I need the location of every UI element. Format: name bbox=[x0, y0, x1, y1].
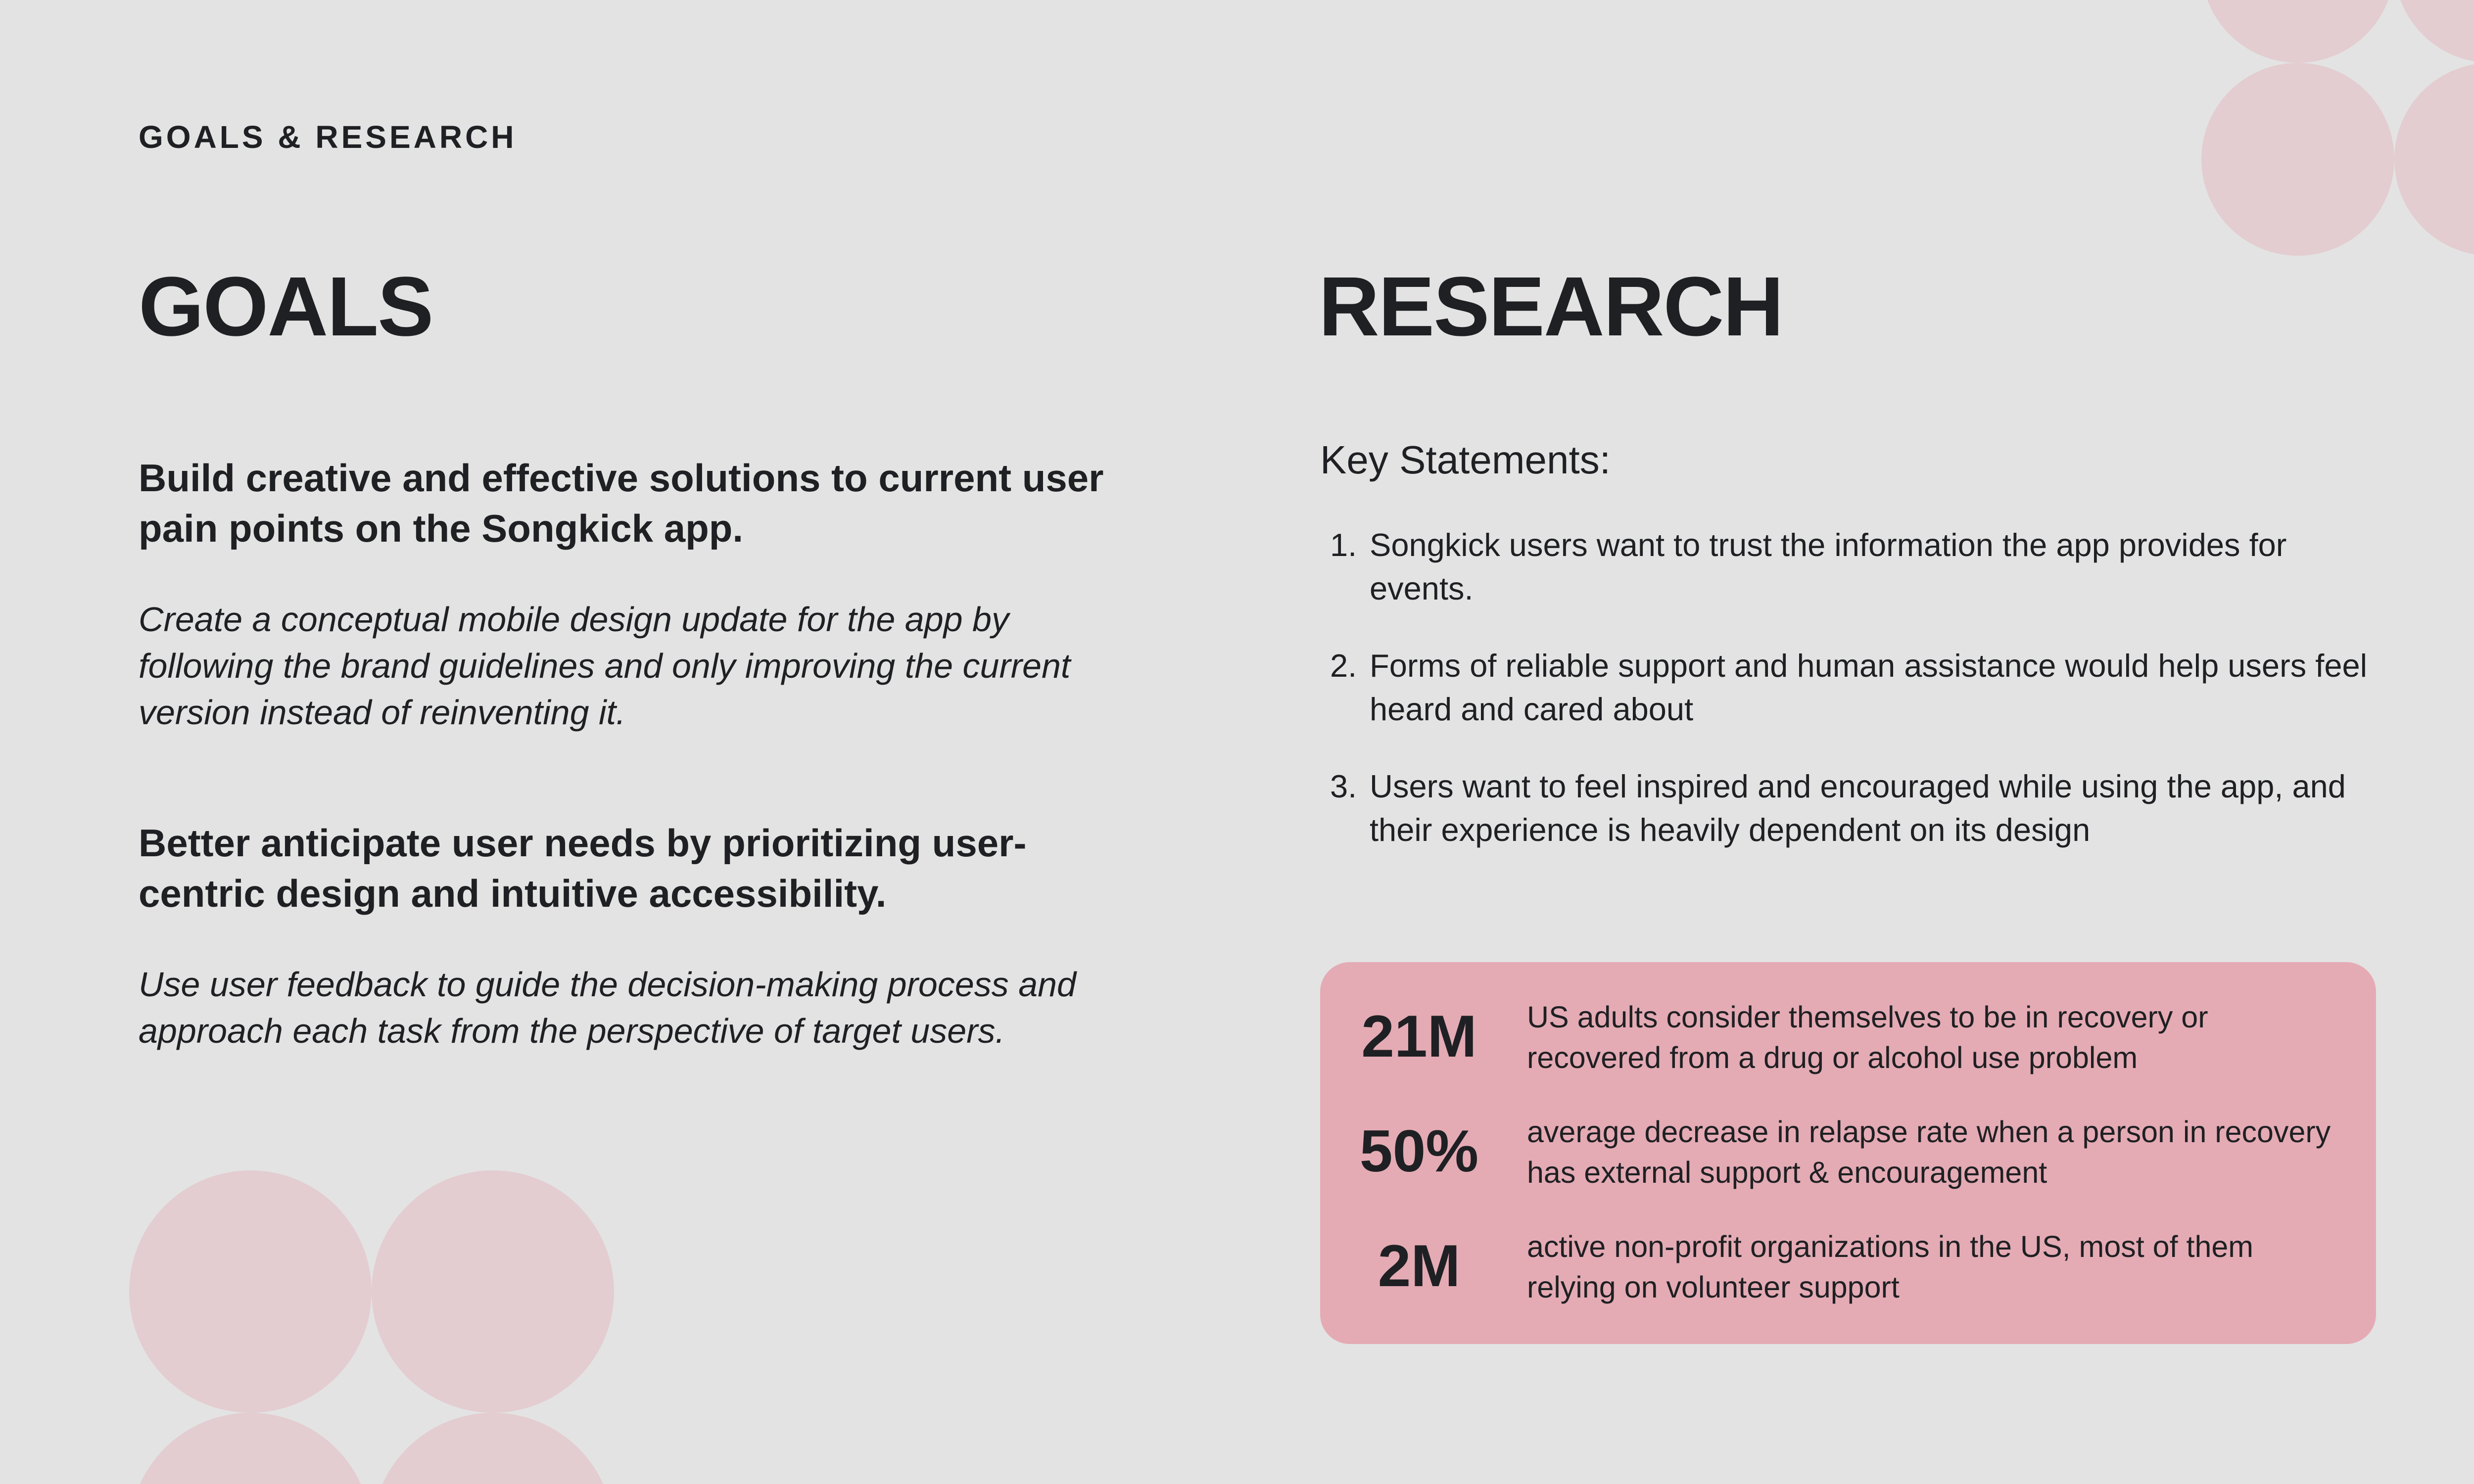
research-heading: RESEARCH bbox=[1319, 260, 1783, 354]
decor-circle bbox=[372, 1170, 614, 1413]
statement-text: Users want to feel inspired and encouraged while using the app, and their experience is heavily dependent on its design bbox=[1370, 768, 2346, 848]
goal-detail: Use user feedback to guide the decision-making process and approach each task from the perspective of target users. bbox=[139, 965, 1076, 1050]
statement-item bbox=[1320, 765, 2384, 852]
statement-item bbox=[1320, 644, 2384, 731]
stat-description: US adults consider themselves to be in recovery or recovered from a drug or alcohol use problem bbox=[1527, 1000, 2208, 1074]
statement-text: Songkick users want to trust the information the app provides for events. bbox=[1370, 527, 2287, 606]
stat-row bbox=[1320, 987, 2376, 1086]
statement-number: 3. bbox=[1330, 768, 1357, 804]
goals-heading: GOALS bbox=[139, 260, 433, 354]
statement-text: Forms of reliable support and human assistance would help users feel heard and cared about bbox=[1370, 648, 2368, 727]
section-eyebrow: GOALS & RESEARCH bbox=[139, 119, 517, 155]
stat-row bbox=[1320, 1216, 2376, 1315]
decor-circle bbox=[2201, 63, 2394, 256]
key-statements-list bbox=[1320, 523, 2384, 885]
statement-number: 2. bbox=[1330, 648, 1357, 684]
goal-headline: Better anticipate user needs by prioritizing user-centric design and intuitive accessibility. bbox=[139, 821, 1027, 915]
statement-number: 1. bbox=[1330, 527, 1357, 563]
stat-value: 21M bbox=[1361, 1003, 1477, 1069]
decor-circle bbox=[129, 1413, 372, 1484]
goal-headline: Build creative and effective solutions to current user pain points on the Songkick app. bbox=[139, 456, 1104, 550]
decor-circle bbox=[372, 1413, 614, 1484]
stat-row bbox=[1320, 1102, 2376, 1201]
stat-value: 2M bbox=[1378, 1233, 1461, 1299]
decor-circle bbox=[2394, 63, 2474, 256]
stat-description: average decrease in relapse rate when a person in recovery has external support & encouragement bbox=[1527, 1115, 2331, 1189]
key-statements-title: Key Statements: bbox=[1320, 438, 1611, 482]
stats-card bbox=[1320, 962, 2376, 1344]
decor-circle bbox=[2201, 0, 2394, 63]
decor-circle bbox=[2394, 0, 2474, 63]
stat-description: active non-profit organizations in the US, most of them relying on volunteer support bbox=[1527, 1230, 2254, 1304]
stat-value: 50% bbox=[1359, 1118, 1479, 1184]
decor-circle bbox=[129, 1170, 372, 1413]
goal-detail: Create a conceptual mobile design update for the app by following the brand guidelines and only improving the current version instead of reinventing it. bbox=[139, 600, 1071, 732]
statement-item bbox=[1320, 523, 2384, 610]
